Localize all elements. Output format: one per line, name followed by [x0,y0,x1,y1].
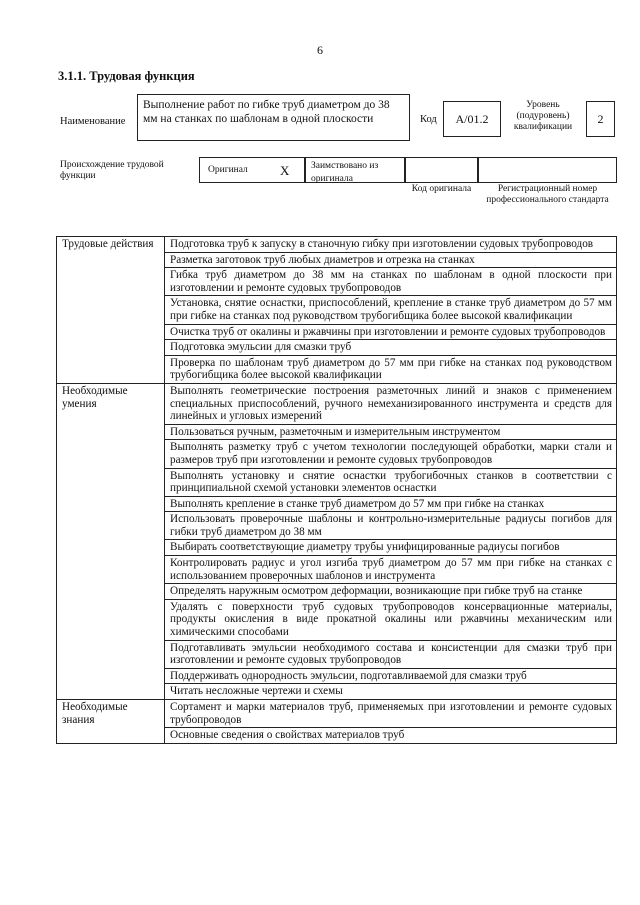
code-value-box [443,101,501,137]
registration-number-label: Регистрационный номер профессионального стандарта [486,184,609,205]
table-row [57,237,617,253]
table-cell: Подготавливать эмульсии необходимого состава и консистенции для смазки труб при изготовлении и ремонте судовых трубопроводов [165,640,617,668]
code-original-box [405,157,478,183]
qualification-level-value: 2 [597,111,604,126]
table-cell: Подготовка труб к запуску в станочную гибку при изготовлении судовых трубопроводов [165,237,617,253]
table-cell: Выполнять крепление в станке труб диаметром до 57 мм при гибке на станках [165,496,617,512]
table-cell: Установка, снятие оснастки, приспособлений, крепление в станке труб диаметром до 57 мм при гибке на станках под руководством трубогибщика более высокой квалификации [165,296,617,324]
name-label: Наименование [60,116,126,127]
table-cell: Сортамент и марки материалов труб, применяемых при изготовлении и ремонте судовых трубопроводов [165,700,617,728]
table-cell: Читать несложные чертежи и схемы [165,684,617,700]
table-cell: Выбирать соответствующие диаметру трубы унифицированные радиусы погибов [165,540,617,556]
table-cell: Поддерживать однородность эмульсии, подготавливаемой для смазки труб [165,668,617,684]
table-cell: Выполнять геометрические построения разметочных линий и знаков с применением специальных приспособлений, ручного немеханизированного инструмента и средств для линейных и угловых измерений [165,383,617,424]
function-name-value: Выполнение работ по гибке труб диаметром до 38 мм на станках по шаблонам в одной плоскости [143,99,390,125]
table-cell: Гибка труб диаметром до 38 мм на станках по шаблонам в одной плоскости при изготовлении и ремонте судовых трубопроводов [165,268,617,296]
code-label: Код [420,114,437,125]
function-name-box [137,94,410,141]
registration-number-box [478,157,617,183]
original-box [199,157,305,183]
table-cell: Основные сведения о свойствах материалов труб [165,728,617,744]
section-title: 3.1.1. Трудовая функция [58,69,195,83]
table-cell: Разметка заготовок труб любых диаметров и отрезка на станках [165,252,617,268]
table-cell: Выполнять установку и снятие оснастки трубогибочных станков в соответствии с принципиальной схемой установки элементов оснастки [165,468,617,496]
original-label: Оригинал [208,165,248,175]
qualification-level-label: Уровень (подуровень) квалификации [513,100,573,132]
group-label-actions: Трудовые действия [57,237,165,384]
table-row [57,383,617,424]
table-cell: Пользоваться ручным, разметочным и измерительным инструментом [165,424,617,440]
table-cell: Удалять с поверхности труб судовых трубопроводов консервационные материалы, продукты окисления в виде прокатной окалины или ржавчины механическим или химическими способами [165,599,617,640]
original-mark: X [280,163,290,178]
origin-label: Происхождение трудовой функции [60,160,164,181]
code-value: А/01.2 [455,111,489,126]
table-row [57,700,617,728]
page-number: 6 [317,43,323,57]
borrowed-box [305,157,405,183]
table-cell: Очистка труб от окалины и ржавчины при изготовлении и ремонте судовых трубопроводов [165,324,617,340]
table-cell: Определять наружным осмотром деформации, возникающие при гибке труб на станке [165,584,617,600]
table-cell: Проверка по шаблонам труб диаметром до 57 мм при гибке на станках под руководством трубогибщика более высокой квалификации [165,355,617,383]
function-table [56,236,617,744]
table-cell: Использовать проверочные шаблоны и контрольно-измерительные радиусы погибов для гибки труб диаметром до 38 мм [165,512,617,540]
table-cell: Подготовка эмульсии для смазки труб [165,340,617,356]
code-original-label: Код оригинала [411,184,472,194]
qualification-level-box [586,101,615,137]
table-cell: Контролировать радиус и угол изгиба труб диаметром до 57 мм при гибке на станках с использованием проверочных шаблонов и инструмента [165,556,617,584]
group-label-skills: Необходимые умения [57,383,165,699]
table-cell: Выполнять разметку труб с учетом технологии последующей обработки, марки стали и размеров труб при изготовлении и ремонте судовых трубопроводов [165,440,617,468]
borrowed-label: Заимствовано из оригинала [311,161,379,184]
group-label-knowledge: Необходимые знания [57,700,165,744]
